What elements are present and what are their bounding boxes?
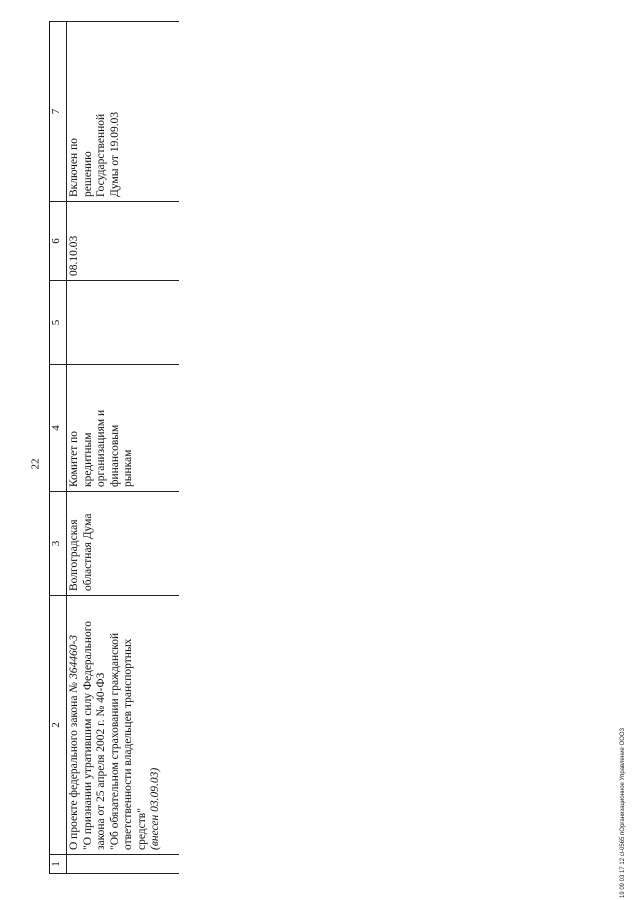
bill-line-2: "О признании утратившим силу Федерального bbox=[81, 621, 94, 850]
header-col-5: 5 bbox=[50, 281, 67, 365]
header-row bbox=[50, 22, 67, 874]
bill-line-1 bbox=[68, 600, 82, 850]
bill-number: № 364460-3 bbox=[68, 634, 80, 693]
bill-line-4: "Об обязательном страховании гражданской bbox=[108, 632, 121, 850]
empty-cell bbox=[67, 281, 180, 365]
decision-line: Включен по bbox=[68, 138, 80, 197]
committee-line: организациям и bbox=[95, 409, 107, 487]
date-cell: 08.10.03 bbox=[67, 202, 180, 281]
bill-line-3: закона от 25 апреля 2002 г. № 40-ФЗ bbox=[95, 672, 107, 850]
decision-line: решению bbox=[81, 151, 94, 197]
rotated-table-frame bbox=[49, 29, 179, 874]
bill-table bbox=[49, 21, 179, 874]
committee-line: кредитным bbox=[81, 432, 94, 487]
header-col-2: 2 bbox=[50, 596, 67, 855]
bill-title-prefix: О проекте федерального закона bbox=[68, 692, 80, 850]
decision-line: Государственной bbox=[95, 113, 107, 197]
page-number: 22 bbox=[29, 458, 42, 470]
header-col-3: 3 bbox=[50, 492, 67, 596]
bill-line-5: ответственности владельцев транспортных bbox=[122, 638, 134, 850]
decision-cell bbox=[67, 22, 180, 202]
committee-line: финансовым bbox=[108, 424, 121, 487]
bill-title-cell bbox=[67, 596, 180, 855]
row-number-cell bbox=[67, 855, 180, 874]
committee-line: Комитет по bbox=[68, 431, 80, 487]
initiator-line: Волгоградская bbox=[68, 519, 80, 591]
header-col-6: 6 bbox=[50, 202, 67, 281]
committee-cell bbox=[67, 365, 180, 492]
initiator-line: областная Дума bbox=[81, 513, 94, 591]
header-col-7: 7 bbox=[50, 22, 67, 202]
header-col-4: 4 bbox=[50, 365, 67, 492]
decision-line: Думы от 19.09.03 bbox=[108, 111, 121, 197]
table-row bbox=[67, 22, 180, 874]
initiator-cell bbox=[67, 492, 180, 596]
committee-line: рынкам bbox=[122, 449, 134, 487]
header-col-1: 1 bbox=[50, 855, 67, 874]
submitted-date: (внесен 03.09.03) bbox=[149, 767, 161, 850]
bill-line-6: средств" bbox=[135, 808, 148, 850]
fax-footer: 19 09 03 17 12 cl-0565 пОрганизационное Управление ООО3 bbox=[620, 728, 626, 898]
